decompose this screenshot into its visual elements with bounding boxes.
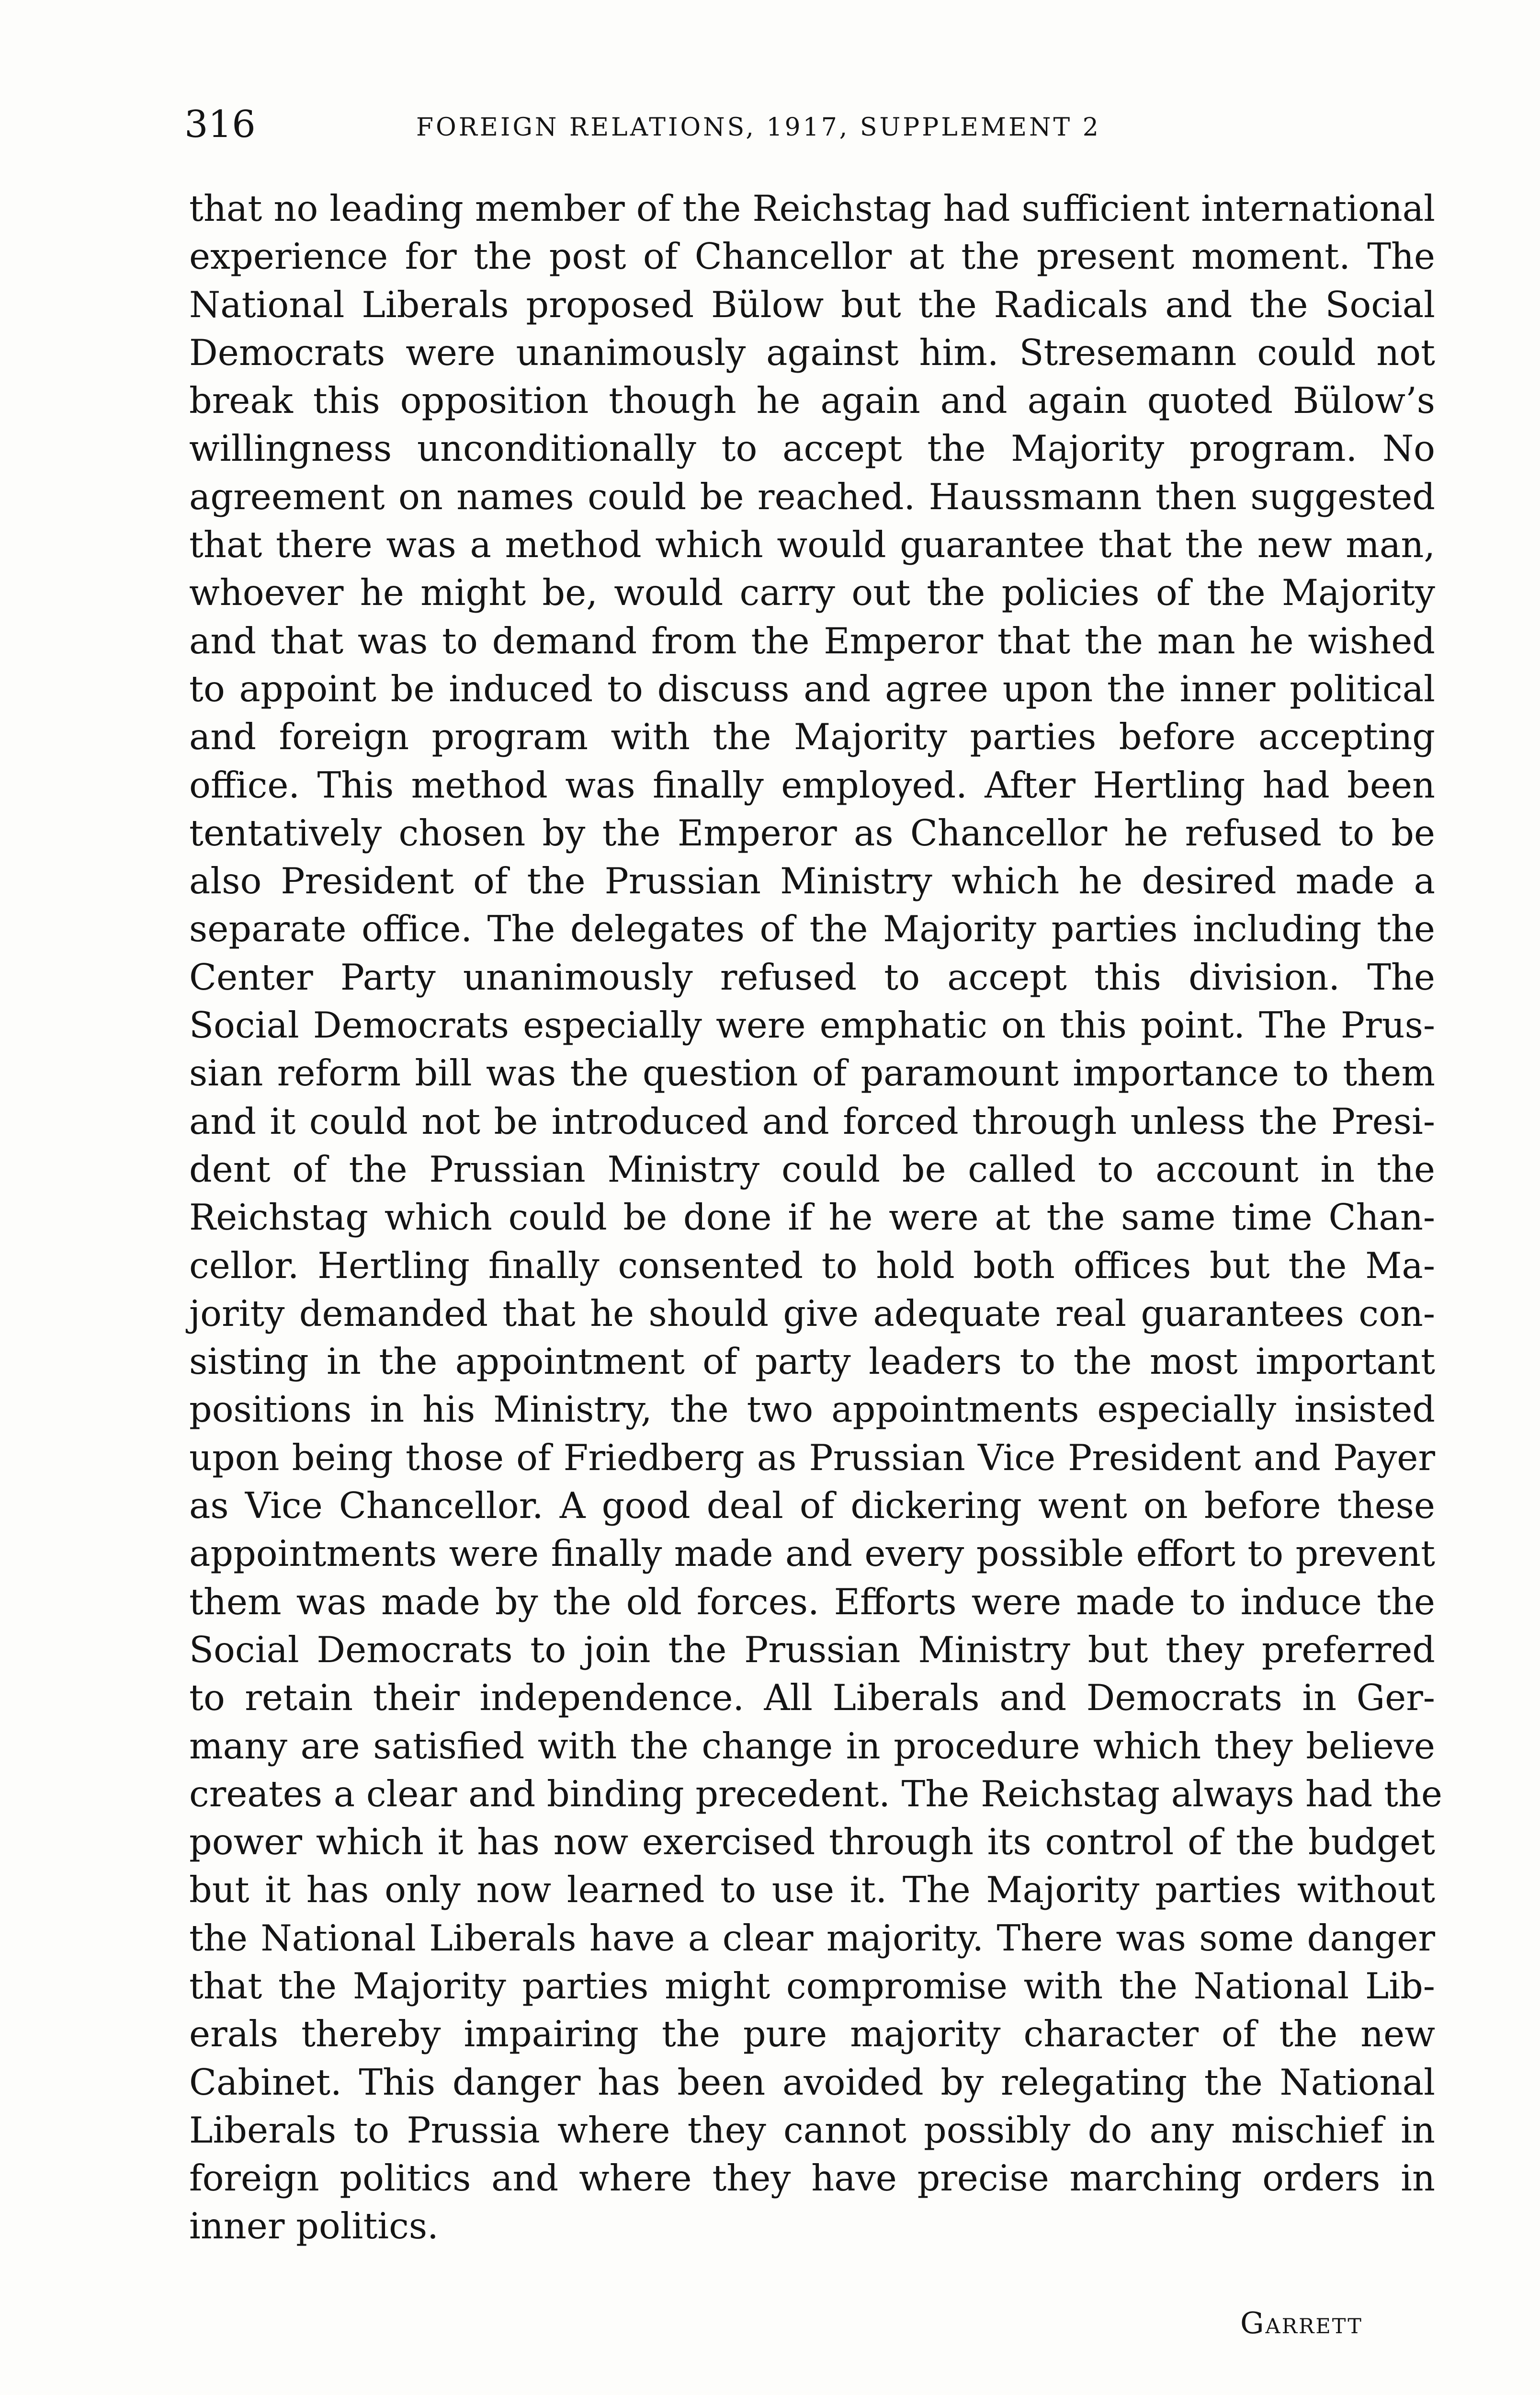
- header-title: FOREIGN RELATIONS, 1917, SUPPLEMENT 2: [416, 113, 1101, 142]
- text-line: foreign politics and where they have precise marching orders in: [189, 2157, 1435, 2200]
- text-line: willingness unconditionally to accept the Majority program. No: [189, 428, 1435, 470]
- text-line: and it could not be introduced and forced through unless the Presi-: [189, 1100, 1435, 1142]
- text-line: erals thereby impairing the pure majority character of the new: [189, 2013, 1435, 2055]
- text-line: cellor. Hertling finally consented to hold both offices but the Ma-: [189, 1244, 1435, 1287]
- text-line: creates a clear and binding precedent. The Reichstag always had the: [189, 1773, 1442, 1815]
- body-paragraph: [189, 185, 1442, 2251]
- text-line: Social Democrats to join the Prussian Ministry but they preferred: [189, 1629, 1435, 1671]
- text-line: the National Liberals have a clear majority. There was some danger: [189, 1917, 1435, 1959]
- text-line: many are satisfied with the change in procedure which they believe: [189, 1725, 1435, 1767]
- text-line: but it has only now learned to use it. The Majority parties without: [189, 1869, 1435, 1911]
- text-line: Democrats were unanimously against him. Stresemann could not: [189, 331, 1435, 374]
- text-line: tentatively chosen by the Emperor as Chancellor he refused to be: [189, 812, 1435, 854]
- text-line: and that was to demand from the Emperor that the man he wished: [189, 620, 1435, 662]
- text-line: that no leading member of the Reichstag had sufficient international: [189, 188, 1435, 229]
- text-line: upon being those of Friedberg as Prussian Vice President and Payer: [189, 1437, 1435, 1479]
- text-line: Cabinet. This danger has been avoided by relegating the National: [189, 2061, 1435, 2103]
- running-head: [184, 96, 1429, 153]
- text-line: Social Democrats especially were emphatic on this point. The Prus-: [189, 1004, 1435, 1047]
- text-line: and foreign program with the Majority parties before accepting: [189, 716, 1435, 758]
- text-line: dent of the Prussian Ministry could be called to account in the: [189, 1148, 1435, 1190]
- text-line: National Liberals proposed Bülow but the Radicals and the Social: [189, 284, 1435, 326]
- text-line: office. This method was finally employed. After Hertling had been: [189, 764, 1435, 806]
- signature: Garrett: [1240, 2305, 1363, 2340]
- text-line: as Vice Chancellor. A good deal of dickering went on before these: [189, 1485, 1435, 1527]
- text-line: break this opposition though he again and again quoted Bülow’s: [189, 380, 1435, 422]
- text-line: power which it has now exercised through its control of the budget: [189, 1821, 1435, 1863]
- text-line: inner politics.: [189, 2205, 439, 2247]
- text-line: Center Party unanimously refused to accept this division. The: [189, 956, 1435, 998]
- text-line: to retain their independence. All Liberals and Democrats in Ger-: [189, 1677, 1435, 1719]
- text-line: jority demanded that he should give adequate real guarantees con-: [189, 1292, 1435, 1334]
- text-line: to appoint be induced to discuss and agree upon the inner political: [189, 668, 1435, 710]
- text-line: Reichstag which could be done if he were at the same time Chan-: [189, 1197, 1435, 1239]
- text-line: whoever he might be, would carry out the policies of the Majority: [189, 572, 1435, 614]
- text-line: sian reform bill was the question of paramount importance to them: [189, 1052, 1435, 1095]
- text-line: them was made by the old forces. Efforts were made to induce the: [189, 1581, 1435, 1623]
- text-line: sisting in the appointment of party leaders to the most important: [189, 1341, 1435, 1383]
- page-number: 316: [184, 103, 256, 146]
- text-line: agreement on names could be reached. Haussmann then suggested: [189, 476, 1435, 518]
- text-line: that there was a method which would guarantee that the new man,: [189, 524, 1435, 566]
- text-line: that the Majority parties might compromise with the National Lib-: [189, 1965, 1435, 2007]
- text-line: separate office. The delegates of the Majority parties including the: [189, 908, 1435, 950]
- text-line: positions in his Ministry, the two appointments especially insisted: [189, 1389, 1435, 1431]
- text-line: Liberals to Prussia where they cannot possibly do any mischief in: [189, 2109, 1435, 2151]
- text-line: also President of the Prussian Ministry which he desired made a: [189, 860, 1435, 902]
- text-line: experience for the post of Chancellor at the present moment. The: [189, 236, 1435, 278]
- text-line: appointments were finally made and every possible effort to prevent: [189, 1533, 1435, 1575]
